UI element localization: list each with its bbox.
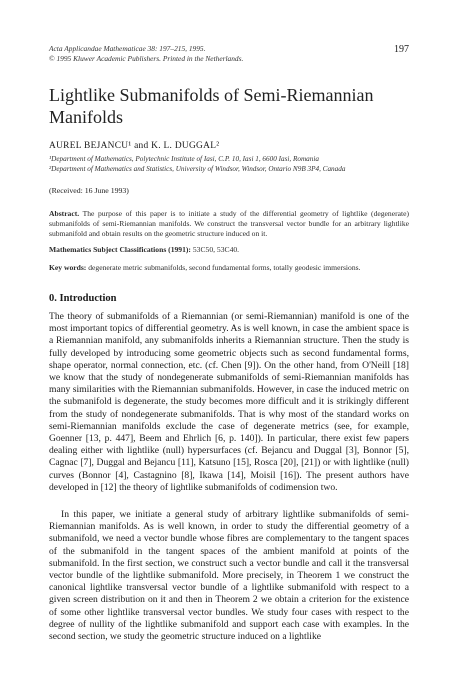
journal-header [49, 44, 409, 64]
keywords-text: degenerate metric submanifolds, second fundamental forms, totally geodesic immersions. [88, 263, 361, 272]
authors: AUREL BEJANCU¹ and K. L. DUGGAL² [49, 141, 220, 151]
affiliations [49, 155, 409, 174]
msc-label: Mathematics Subject Classifications (1991): [49, 245, 191, 254]
received-date: (Received: 16 June 1993) [49, 186, 129, 195]
body-paragraph-1: The theory of submanifolds of a Riemannian (or semi-Riemannian) manifold is one of the most important topics of differential geometry. As is well known, in case the ambient space is a Riemannian manifold, any submanifolds inherits a Riemannian structure. Then the study is fully developed by introducing some geometric objects such as second fundamental forms, shape operator, normal connection, etc. (cf. Chen [9]). On the other hand, from O'Neill [18] we know that the study of nondegenerate submanifolds of semi-Riemannian manifolds has many similarities with the Riemannian submanifolds. However, in case the induced metric on the submanifold is degenerate, the study becomes more difficult and it is strikingly different from the study of nondegenerate submanifolds. That is why most of the standard works on semi-Riemannian manifolds exclude the case of degenerate metrics (see, for example, Goenner [13, p. 447], Beem and Ehrlich [6, p. 140]). In particular, there exist few papers dealing either with lightlike (null) hypersurfaces (cf. Bejancu and Duggal [3], Bonnor [5], Cagnac [7], Duggal and Bejancu [11], Katsuno [15], Rosca [20], [21]) or with lightlike (null) curves (Bonnor [4], Castagnino [8], Ikawa [14], Moisil [16]). The present authors have developed in [12] the theory of lightlike submanifolds of codimension two. [49, 311, 409, 493]
journal-line: Acta Applicandae Mathematicae 38: 197–215, 1995. [49, 44, 206, 53]
subject-classification [49, 245, 409, 255]
page-number: 197 [394, 44, 409, 55]
body-paragraph-2: In this paper, we initiate a general study of arbitrary lightlike submanifolds of semi-Riemannian manifolds. As is well known, in order to study the differential geometry of a submanifold, we need a vector bundle whose fibres are complementary to the tangent spaces of the submanifold in the tangent spaces of the ambient manifold at points of the submanifold. In the first section, we construct such a vector bundle and call it the transversal vector bundle of the lightlike submanifold. More precisely, in Theorem 1 we construct the canonical lightlike transversal vector bundle of a lightlike submanifold with respect to a given screen distribution on it and then in Theorem 2 we obtain a criterion for the existence of some other lightlike transversal vector bundles. We study four cases with respect to the degree of nullity of the lightlike submanifold and support each case with examples. In the second section, we study the geometric structure induced on a lightlike [49, 509, 409, 643]
copyright-line: © 1995 Kluwer Academic Publishers. Printed in the Netherlands. [49, 54, 244, 63]
keywords [49, 263, 409, 273]
paper-title: Lightlike Submanifolds of Semi-Riemannian Manifolds [49, 85, 374, 127]
abstract [49, 209, 409, 239]
keywords-label: Key words: [49, 263, 87, 272]
abstract-label: Abstract. [49, 209, 80, 218]
msc-text: 53C50, 53C40. [192, 245, 240, 254]
affiliation-1: ¹Department of Mathematics, Polytechnic Institute of Iasi, C.P. 10, Iasi 1, 6600 Iasi, Romania [49, 155, 319, 163]
affiliation-2: ²Department of Mathematics and Statistics, University of Windsor, Windsor, Ontario N9B 3P4, Canada [49, 164, 346, 173]
section-heading: 0. Introduction [49, 293, 117, 304]
abstract-text: The purpose of this paper is to initiate a study of the differential geometry of lightlike (degenerate) submanifolds of semi-Riemannian manifolds. We construct the transversal vector bundle for an arbitrary lightlike submanifold and obtain results on the geometric structure induced on it. [49, 209, 410, 238]
